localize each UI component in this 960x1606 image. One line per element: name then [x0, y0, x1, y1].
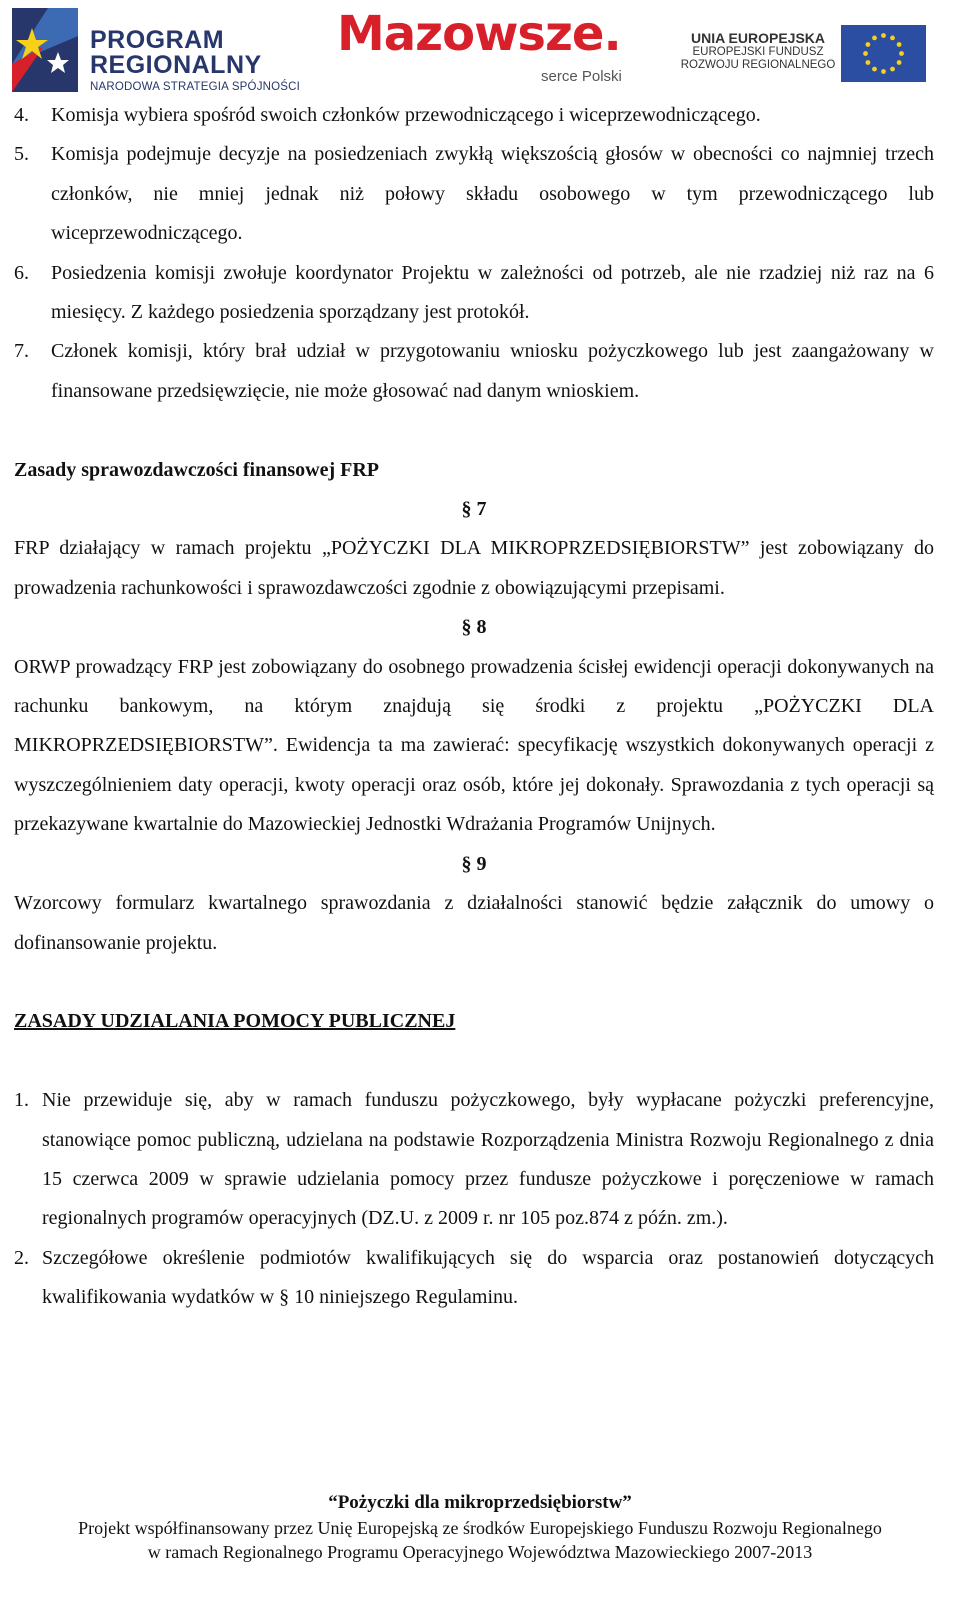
section-9-marker: § 9 [461, 852, 487, 875]
section-7-marker: § 7 [461, 498, 487, 521]
footer-cofinancing-line: Projekt współfinansowany przez Unię Europejską ze środków Europejskiego Funduszu Rozwoju Regionalnego [78, 1518, 882, 1538]
section-8-paragraph: ORWP prowadzący FRP jest zobowiązany do osobnego prowadzenia ścisłej ewidencji operacji dokonywanych na rachunku bankowym, na którym znajdują się środki z projektu „POŻYCZKI DLA MIKROPRZEDSIĘBIORSTW”. Ewidencja ta ma zawierać: specyfikację wszystkich dokonywanych operacji z wyszczególnieniem daty operacji, kwoty operacji oraz osób, które jej dokonały. Sprawozdania z tych operacji są przekazywane kwartalnie do Mazowieckiej Jednostki Wdrażania Programów Unijnych. [14, 655, 934, 836]
item-text: Nie przewiduje się, aby w ramach funduszu pożyczkowego, były wypłacane pożyczki preferencyjne, stanowiące pomoc publiczną, udzielana na podstawie Rozporządzenia Ministra Rozwoju Regionalnego z dnia 15 czerwca 2009 w sprawie udzielania pomocy przez fundusze pożyczkowe i poręczeniowe w ramach regionalnych programów operacyjnych (DZ.U. z 2009 r. nr 105 poz.874 z późn. zm.). [42, 1089, 934, 1230]
item-number: 2. [14, 1246, 29, 1269]
item-number: 4. [14, 104, 29, 126]
item-text: Szczegółowe określenie podmiotów kwalifikujących się do wsparcia oraz postanowień dotyczących kwalifikowania wydatków w § 10 niniejszego Regulaminu. [42, 1246, 934, 1309]
program-title-line1: PROGRAM [90, 26, 225, 54]
page-header [0, 0, 960, 100]
item-text: Posiedzenia komisji zwołuje koordynator Projektu w zależności od potrzeb, ale nie rzadziej niż raz na 6 miesięcy. Z każdego posiedzenia sporządzany jest protokół. [51, 261, 934, 324]
document-body [14, 96, 934, 1318]
mazowsze-tagline: serce Polski [541, 68, 622, 85]
footer-project-title: “Pożyczki dla mikroprzedsiębiorstw” [328, 1492, 632, 1513]
eu-name: UNIA EUROPEJSKA [690, 30, 826, 46]
eu-logo [678, 25, 928, 85]
program-title-line2: REGIONALNY [90, 51, 262, 79]
footer-program-line: w ramach Regionalnego Programu Operacyjnego Województwa Mazowieckiego 2007-2013 [147, 1542, 813, 1562]
program-regionalny-logo [10, 6, 310, 94]
public-aid-item-2 [14, 1239, 934, 1318]
mazowsze-logo [337, 6, 637, 92]
item-number: 6. [14, 261, 29, 284]
commission-item-7 [14, 332, 934, 411]
commission-item-5 [14, 135, 934, 253]
program-subtitle: NARODOWA STRATEGIA SPÓJNOŚCI [90, 81, 301, 93]
public-aid-item-1 [14, 1081, 934, 1239]
item-text: Komisja podejmuje decyzje na posiedzeniach zwykłą większością głosów w obecności co najmniej trzech członków, nie mniej jednak niż połowy składu osobowego w tym przewodniczącego lub wiceprzewodniczącego. [51, 143, 934, 245]
commission-item-4 [14, 96, 934, 135]
eu-fund-line2: ROZWOJU REGIONALNEGO [680, 59, 836, 71]
section-7-paragraph: FRP działający w ramach projektu „POŻYCZKI DLA MIKROPRZEDSIĘBIORSTW” jest zobowiązany do prowadzenia rachunkowości i sprawozdawczości zgodnie z obowiązującymi przepisami. [14, 537, 934, 599]
item-text: Członek komisji, który brał udział w przygotowaniu wniosku pożyczkowego lub jest zaangażowany w finansowane przedsięwzięcie, nie może głosować nad danym wnioskiem. [51, 340, 934, 402]
item-number: 1. [14, 1089, 29, 1112]
reporting-heading: Zasady sprawozdawczości finansowej FRP [14, 458, 379, 481]
eu-flag-icon [841, 25, 926, 82]
eu-fund-line1: EUROPEJSKI FUNDUSZ [692, 46, 824, 58]
section-9-paragraph: Wzorcowy formularz kwartalnego sprawozdania z działalności stanowić będzie załącznik do umowy o dofinansowanie projektu. [14, 892, 934, 954]
mazowsze-wordmark: Mazowsze. [337, 6, 621, 62]
item-number: 7. [14, 340, 29, 363]
item-number: 5. [14, 143, 29, 166]
program-regionalny-emblem-icon [10, 6, 82, 94]
commission-item-6 [14, 254, 934, 333]
item-text: Komisja wybiera spośród swoich członków przewodniczącego i wiceprzewodniczącego. [51, 104, 761, 126]
page-footer [0, 1490, 960, 1564]
public-aid-heading: ZASADY UDZIALANIA POMOCY PUBLICZNEJ [14, 1010, 456, 1033]
section-8-marker: § 8 [461, 616, 487, 639]
